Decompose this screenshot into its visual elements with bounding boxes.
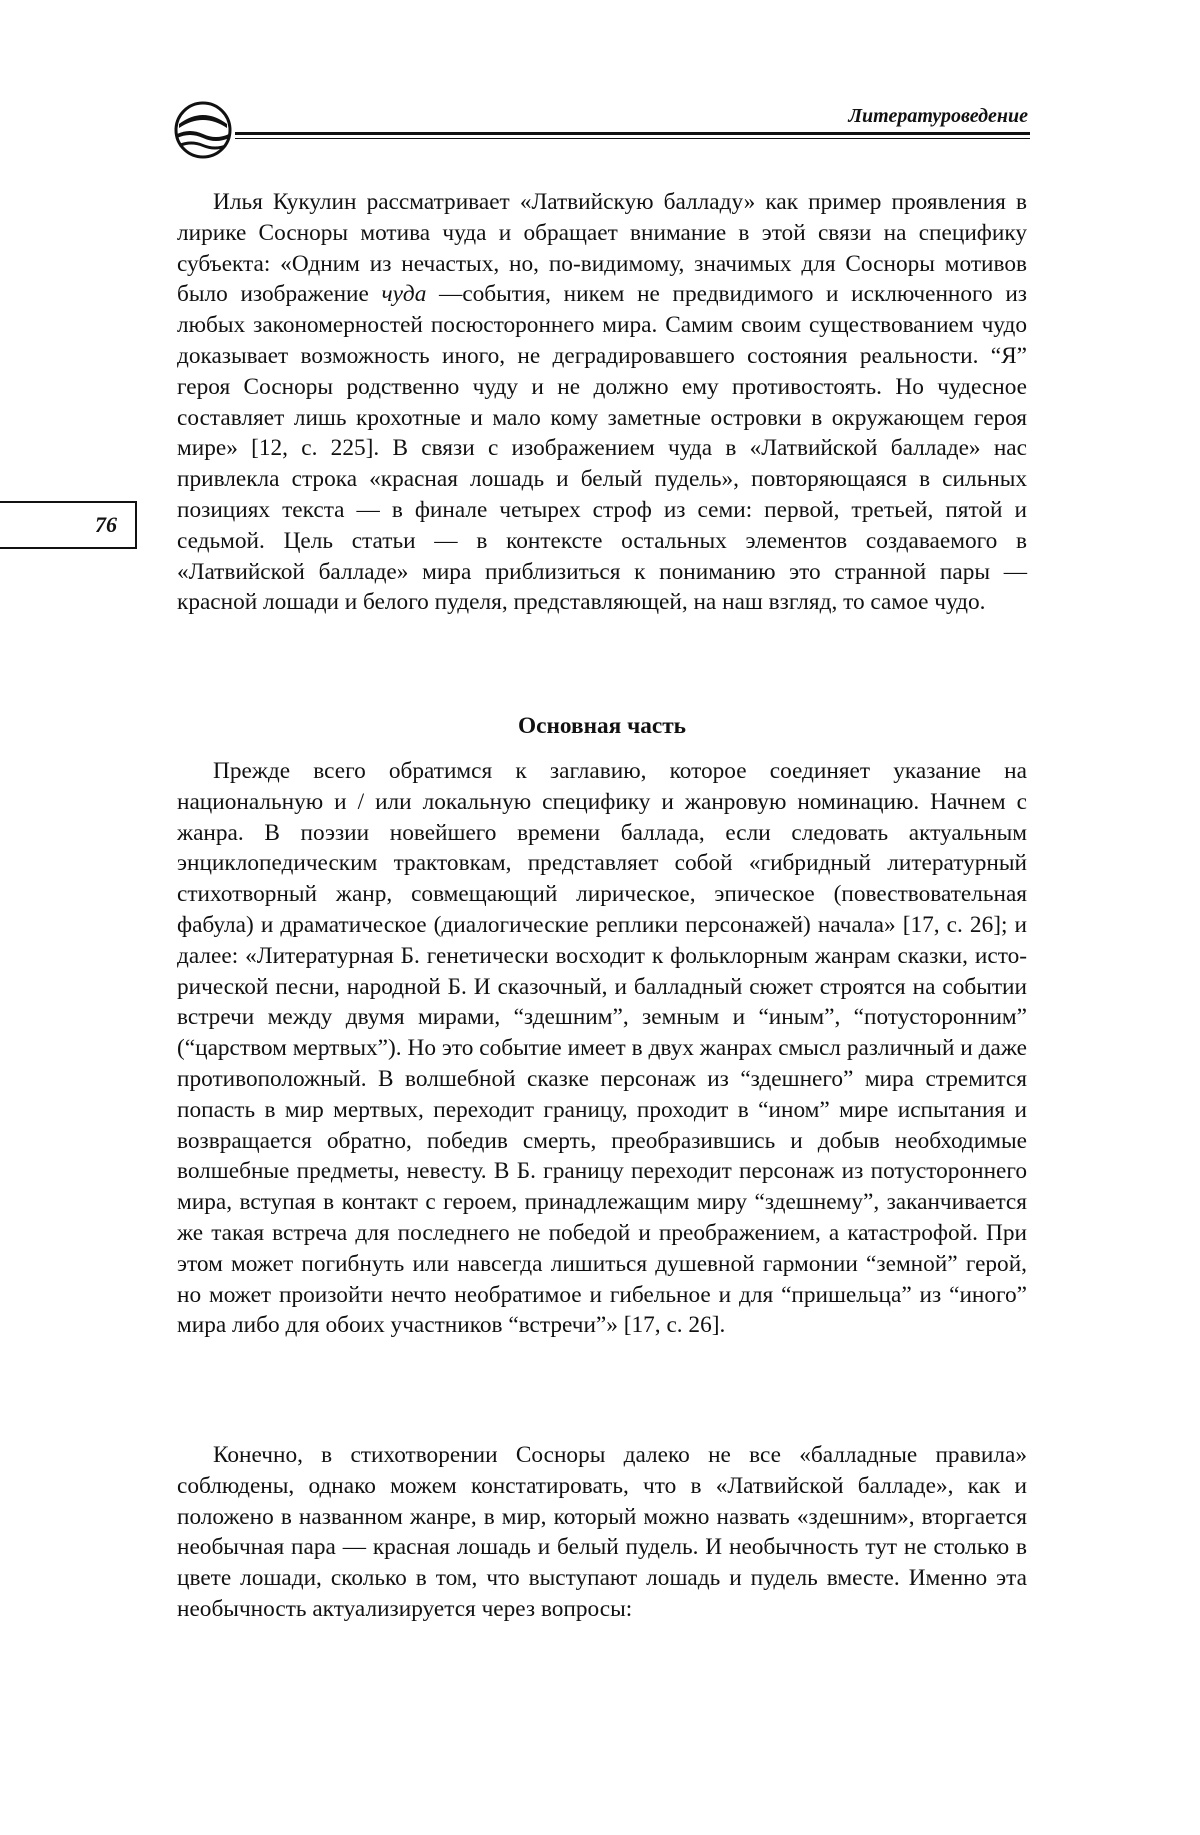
- paragraph-1: [177, 187, 1027, 618]
- paragraph-3: [177, 1440, 1027, 1625]
- section-label: Литературоведение: [848, 105, 1028, 127]
- journal-logo: [173, 100, 235, 160]
- section-heading: Основная часть: [518, 713, 686, 739]
- page-number: 76: [95, 512, 117, 537]
- paragraph-2: [177, 756, 1027, 1341]
- paragraph-1-text-b: —события, никем не предвидимого и исключенного из любых закономерностей посюстороннего мира. Самим своим существованием чудо доказывает возможность иного, не деградировавшего состояния реальности. “Я” героя Сосноры родственно чуду и не должно ему противостоять. Но чудесное составляет лишь крохотные и мало кому заметные островки в окружающем героя мире» [12, с. 225]. В связи с изображением чуда в «Латвийской балладе» нас привлекла строка «красная лошадь и белый пудель», повторяющаяся в сильных позициях текста — в финале четырех строф из семи: первой, третьей, пятой и седьмой. Цель статьи — в контексте остальных элементов создаваемого в «Латвийской балладе» мира приблизиться к пониманию это странной пары — красной лошади и белого пуделя, представляющей, на наш взгляд, то самое чудо.: [177, 281, 1027, 616]
- paragraph-3-text: Конечно, в стихотворении Сосноры далеко не все «балладные правила» соблюдены, однако можем констатировать, что в «Латвийской балладе», как и положено в названном жанре, в мир, который можно назвать «здешним», вторгается необычная пара — красная лошадь и белый пудель. И необычность тут не столько в цвете лошади, сколько в том, что выступают лошадь и пудель вместе. Именно эта необычность актуализируется через вопросы:: [177, 1442, 1027, 1622]
- paragraph-2-text: Прежде всего обратимся к заглавию, которое соединяет указание на национальную и / или локальную специфику и жанровую номинацию. Начнем с жанра. В поэзии новейшего времени баллада, если следовать актуальным энциклопедическим трактовкам, представляет собой «гибридный литературный стихотворный жанр, совмещающий лирическое, эпическое (повествовательная фабула) и драматическое (диалогические реплики персонажей) начала» [17, с. 26]; и далее: «Литературная Б. генетически восходит к фольклорным жанрам сказки, исторической песни, народной Б. И сказочный, и балладный сюжет строятся на событии встречи между двумя мирами, “здешним”, земным и “иным”, “потусторонним” (“царством мертвых”). Но это событие имеет в двух жанрах смысл различный и даже противоположный. В волшебной сказке персонаж из “здешнего” мира стремится попасть в мир мертвых, переходит границу, проходит в “ином” мире испытания и возвращается обратно, победив смерть, преобразившись и добыв необходимые волшебные предметы, невесту. В Б. границу переходит персонаж из потустороннего мира, вступая в контакт с героем, принадлежащим миру “здешнему”, заканчивается же такая встреча для последнего не победой и преображением, а катастрофой. При этом может погибнуть или навсегда лишиться душевной гармонии “земной” герой, но может произойти нечто необратимое и гибельное и для “пришельца” из “иного” мира либо для обоих участников “встречи”» [17, с. 26].: [177, 758, 1027, 1339]
- paragraph-1-emphasis: чуда: [381, 281, 427, 308]
- page-number-tab: [0, 501, 137, 549]
- page-header: [173, 100, 1030, 160]
- header-rule-thin: [235, 138, 1030, 139]
- paragraph-1-text-a: Илья Кукулин рассматривает «Латвийскую балладу» как пример проявления в лирике Сосноры мотива чуда и обращает внимание в этой связи на специфику субъекта: «Одним из нечастых, но, по-видимому, значимых для Сосноры мотивов было изображение: [177, 189, 1027, 308]
- header-rule-thick: [235, 132, 1030, 135]
